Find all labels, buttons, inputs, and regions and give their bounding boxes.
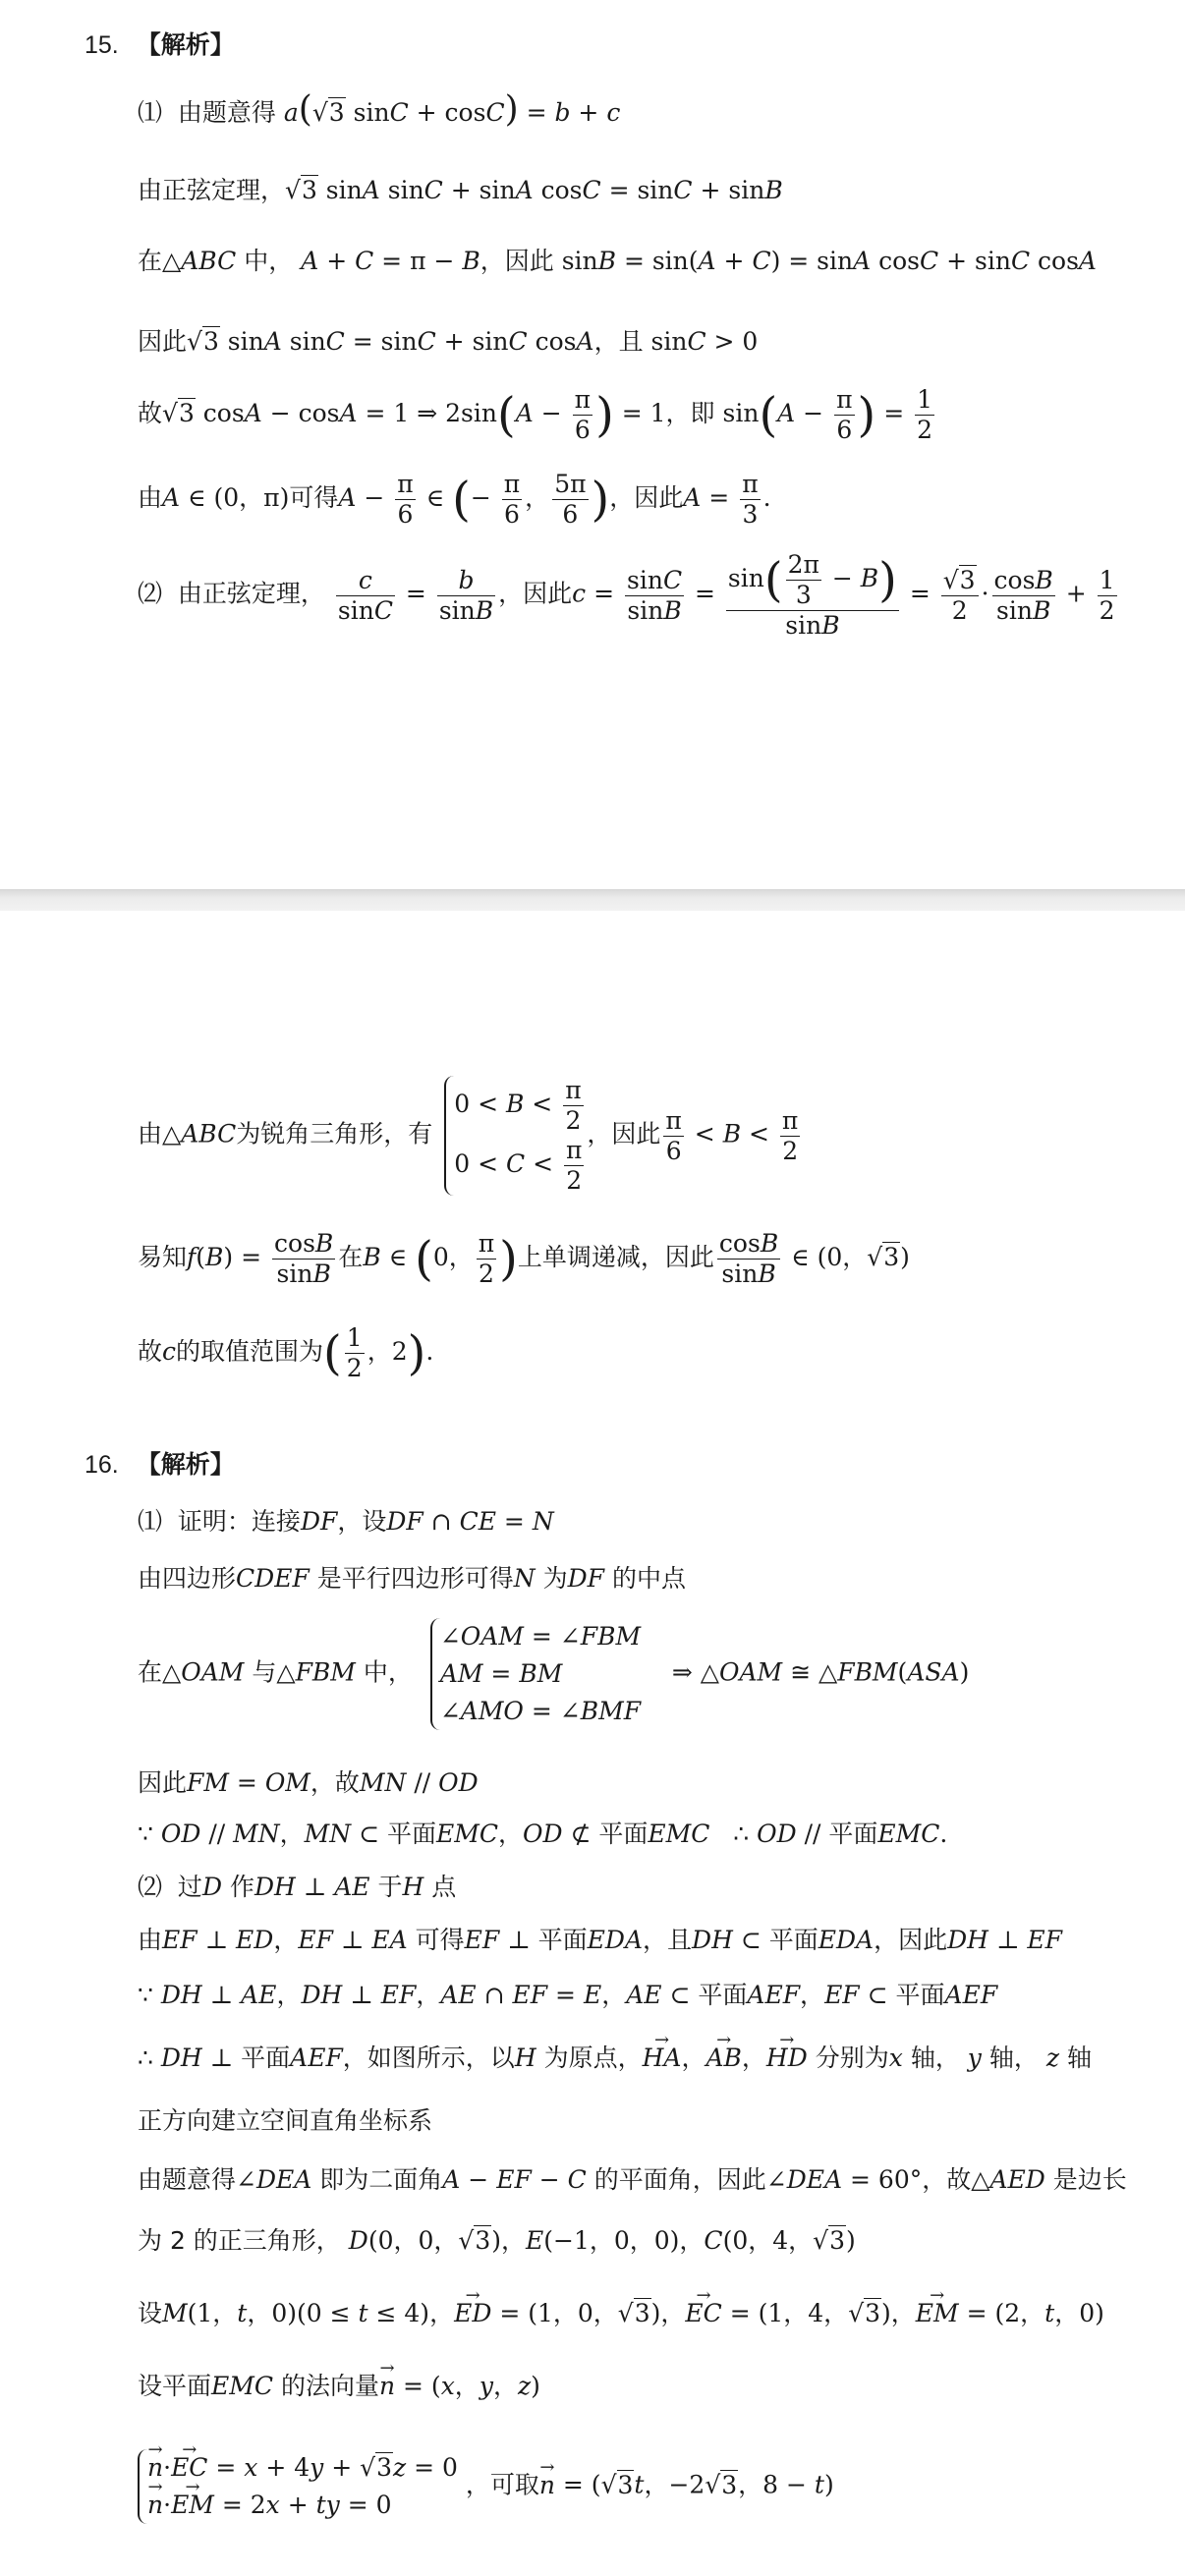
q16-line7: 由EF ⊥ ED，EF ⊥ EA 可得EF ⊥ 平面EDA，且DH ⊂ 平面EDA，因此DH ⊥ EF: [138, 1926, 1063, 1954]
q16-line3: 在△OAM 与△FBM 中， ∠OAM = ∠FBM AM = BM ∠AMO = ∠BMF ⇒ △OAM ≅ △FBM(ASA): [138, 1618, 969, 1730]
document-page-2: [0, 911, 1185, 2576]
q15-line5: 故√3 cosA − cosA = 1 ⇒ 2sin(A − $\frac{\pi}{6}$ ) = 1，即 sin(A − $\frac{\pi}{6}$ ) = $\frac{1}{2}$: [138, 385, 932, 444]
q16-line1: ⑴ 证明：连接DF，设DF ∩ CE = N: [138, 1507, 554, 1536]
q16-line9: ∴ DH ⊥ 平面AEF，如图所示，以H 为原点，→ HA，→ AB，→ HD 分别为x 轴， y 轴， z 轴: [138, 2043, 1092, 2074]
document-page-1: [0, 0, 1185, 889]
analysis-tag: 【解析】: [136, 1450, 235, 1479]
q16-line8: ∵ DH ⊥ AE，DH ⊥ EF，AE ∩ EF = E，AE ⊂ 平面AEF，EF ⊂ 平面AEF: [138, 1981, 998, 2009]
q16-line12: 为 2 的正三角形， D(0，0，√3)，E(−1，0，0)，C(0，4，√3): [138, 2226, 856, 2255]
q16-line4: 因此FM = OM，故MN // OD: [138, 1768, 479, 1797]
analysis-tag: 【解析】: [136, 30, 235, 59]
q15-part1-line1: ⑴ 由题意得 a(√3 sinC + cosC) = b + c: [138, 89, 621, 130]
q16-line15: → n·→ EC = x + 4y + √3z = 0 → n·→ EM = 2x + ty = 0 ，可取→ n = (√3t，−2√3，8 − t): [138, 2449, 834, 2524]
q16-part2-line: ⑵ 过D 作DH ⊥ AE 于H 点: [138, 1873, 457, 1901]
question-15-header: [85, 29, 235, 61]
q16-line5: ∵ OD // MN，MN ⊂ 平面EMC，OD ⊄ 平面EMC ∴ OD // 平面EMC.: [138, 1820, 948, 1848]
q16-line10: 正方向建立空间直角坐标系: [138, 2106, 433, 2135]
q16-line14: 设平面EMC 的法向量→ n = (x，y，z): [138, 2371, 540, 2402]
q16-line2: 由四边形CDEF 是平行四边形可得N 为DF 的中点: [138, 1564, 686, 1593]
q16-line11: 由题意得∠DEA 即为二面角A − EF − C 的平面角，因此∠DEA = 60°，故△AED 是边长: [138, 2165, 1127, 2194]
q15-line3: 在△ABC 中， A + C = π − B，因此 sinB = sin(A + C) = sinA cosC + sinC cosA: [138, 247, 1097, 275]
q16-line13: 设M(1，t，0)(0 ≤ t ≤ 4)，→ ED = (1，0，√3)，→ EC = (1，4，√3)，→ EM = (2，t，0): [138, 2298, 1104, 2329]
q15-line9: 易知f(B) = $\frac{\cos B}{\sin B}$ 在B ∈ (0， $\frac{\pi}{2}$ )上单调递减，因此 $\frac{\cos B}{\sin B}$ ∈ (0，√3): [138, 1229, 910, 1288]
q15-part2-line: ⑵ 由正弦定理， $\frac{c}{\sin C}$ = $\frac{b}{\sin B}$ ，因此c = $\frac{\sin C}{\sin B}$ = sin( $\frac{2\pi}{3}$ − B) sinB = $\frac{√3}{2}$ · $\frac{\cos B}{\sin B}$ + $\frac{1}{2}$: [138, 550, 1115, 640]
page-break: [0, 889, 1185, 911]
q15-line10: 故c的取值范围为( $\frac{1}{2}$ ，2).: [138, 1323, 434, 1382]
question-16-header: [85, 1449, 235, 1481]
q15-line8: 由△ABC为锐角三角形，有 0 < B < $\frac{\pi}{2}$ 0 < C < $\frac{\pi}{2}$ ，因此 $\frac{\pi}{6}$ < B < $\frac{\pi}{2}$: [138, 1076, 799, 1195]
q15-line4: 因此√3 sinA sinC = sinC + sinC cosA，且 sinC > 0: [138, 327, 759, 356]
q15-line6: 由A ∈ (0，π)可得A − $\frac{\pi}{6}$ ∈ (− $\frac{\pi}{6}$ ， $\frac{5\pi}{6}$ )，因此A = $\frac{\pi}{3}$ .: [138, 470, 771, 529]
question-number: 16.: [85, 1451, 119, 1479]
question-number: 15.: [85, 31, 119, 59]
q15-line2: 由正弦定理，√3 sinA sinC + sinA cosC = sinC + sinB: [138, 176, 783, 204]
